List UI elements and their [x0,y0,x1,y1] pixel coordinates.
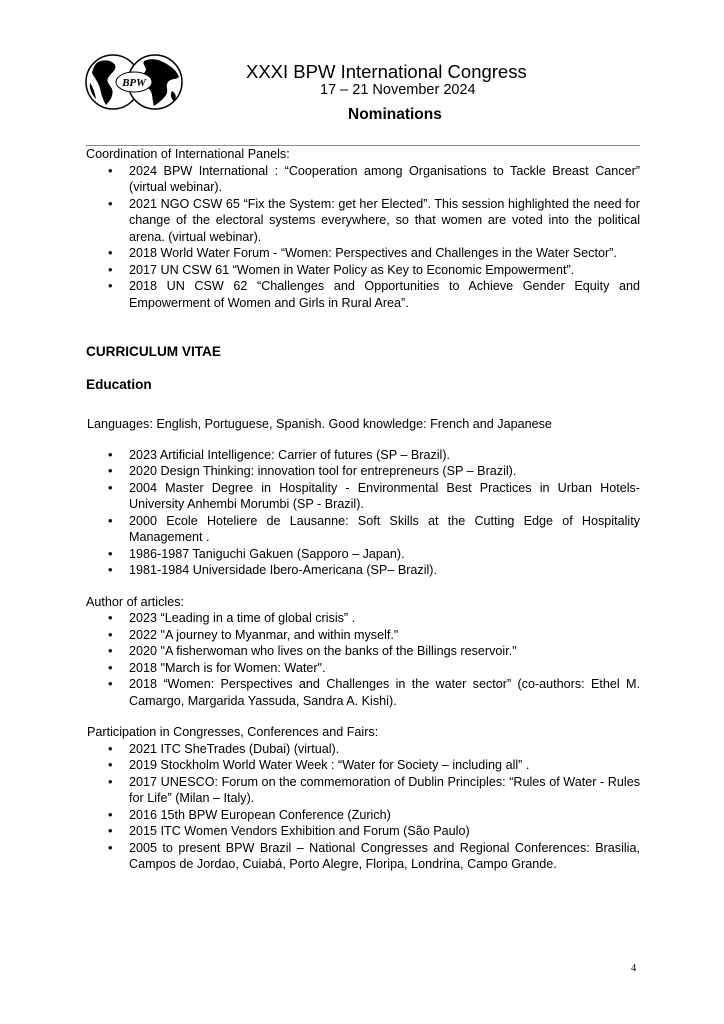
congress-dates: 17 – 21 November 2024 [320,82,476,98]
list-item: • 2018 "March is for Women: Water". [86,660,640,677]
list-item: • 2004 Master Degree in Hospitality - Environmental Best Practices in Urban Hotels- University Anhembi Morumbi (SP - Brazil). [86,480,640,513]
list-item: • 2005 to present BPW Brazil – National Congresses and Regional Conferences: Brasilia, Campos de Jordao, Cuiabá, Porto Alegre, Floripa, Londrina, Campo Grande. [86,840,640,873]
list-item: • 1986-1987 Taniguchi Gakuen (Sapporo – Japan). [86,546,640,563]
articles-list [86,610,640,709]
cv-heading: CURRICULUM VITAE [86,344,221,359]
list-item: • 2020 "A fisherwoman who lives on the banks of the Billings reservoir." [86,643,640,660]
participation-heading: Participation in Congresses, Conferences and Fairs: [87,725,379,739]
list-item: • 2020 Design Thinking: innovation tool for entrepreneurs (SP – Brazil). [86,463,640,480]
list-item: • 2019 Stockholm World Water Week : “Water for Society – including all” . [86,757,640,774]
page-header [0,0,724,148]
participation-list [86,741,640,873]
bpw-globe-logo [84,53,184,111]
section-subtitle: Nominations [348,106,442,123]
document-body [86,146,640,873]
list-item: • 2018 World Water Forum - “Women: Perspectives and Challenges in the Water Sector”. [86,245,640,262]
list-item: • 2024 BPW International : “Cooperation among Organisations to Tackle Breast Cancer” (virtual webinar). [86,163,640,196]
panels-list [86,163,640,312]
list-item: • 2021 ITC SheTrades (Dubai) (virtual). [86,741,640,758]
list-item: • 2000 Ecole Hoteliere de Lausanne: Soft Skills at the Cutting Edge of Hospitality Management . [86,513,640,546]
list-item: • 1981-1984 Universidade Ibero-Americana (SP– Brazil). [86,562,640,579]
list-item: • 2023 “Leading in a time of global crisis” . [86,610,640,627]
list-item: • 2016 15th BPW European Conference (Zurich) [86,807,640,824]
list-item: • 2018 UN CSW 62 “Challenges and Opportunities to Achieve Gender Equity and Empowerment of Women and Girls in Rural Area”. [86,278,640,311]
education-heading: Education [86,377,152,392]
list-item: • 2015 ITC Women Vendors Exhibition and Forum (São Paulo) [86,823,640,840]
panels-heading: Coordination of International Panels: [86,147,290,161]
page-title: XXXI BPW International Congress [246,61,527,82]
languages-text: Languages: English, Portuguese, Spanish. Good knowledge: French and Japanese [87,417,552,431]
list-item: • 2018 “Women: Perspectives and Challenges in the water sector” (co-authors: Ethel M. Camargo, Margarida Yassuda, Sandra A. Kishi). [86,676,640,709]
page-number: 4 [631,963,637,974]
education-list [86,447,640,579]
list-item: • 2023 Artificial Intelligence: Carrier of futures (SP – Brazil). [86,447,640,464]
list-item: • 2021 NGO CSW 65 “Fix the System: get her Elected”. This session highlighted the need for change of the electoral systems everywhere, so that women are voted into the political arena. (virtual webinar). [86,196,640,246]
list-item: • 2017 UNESCO: Forum on the commemoration of Dublin Principles: “Rules of Water - Rules for Life” (Milan – Italy). [86,774,640,807]
logo-text: BPW [122,77,146,89]
articles-heading: Author of articles: [86,594,184,609]
list-item: • 2022 "A journey to Myanmar, and within myself." [86,627,640,644]
list-item: • 2017 UN CSW 61 “Women in Water Policy as Key to Economic Empowerment”. [86,262,640,279]
